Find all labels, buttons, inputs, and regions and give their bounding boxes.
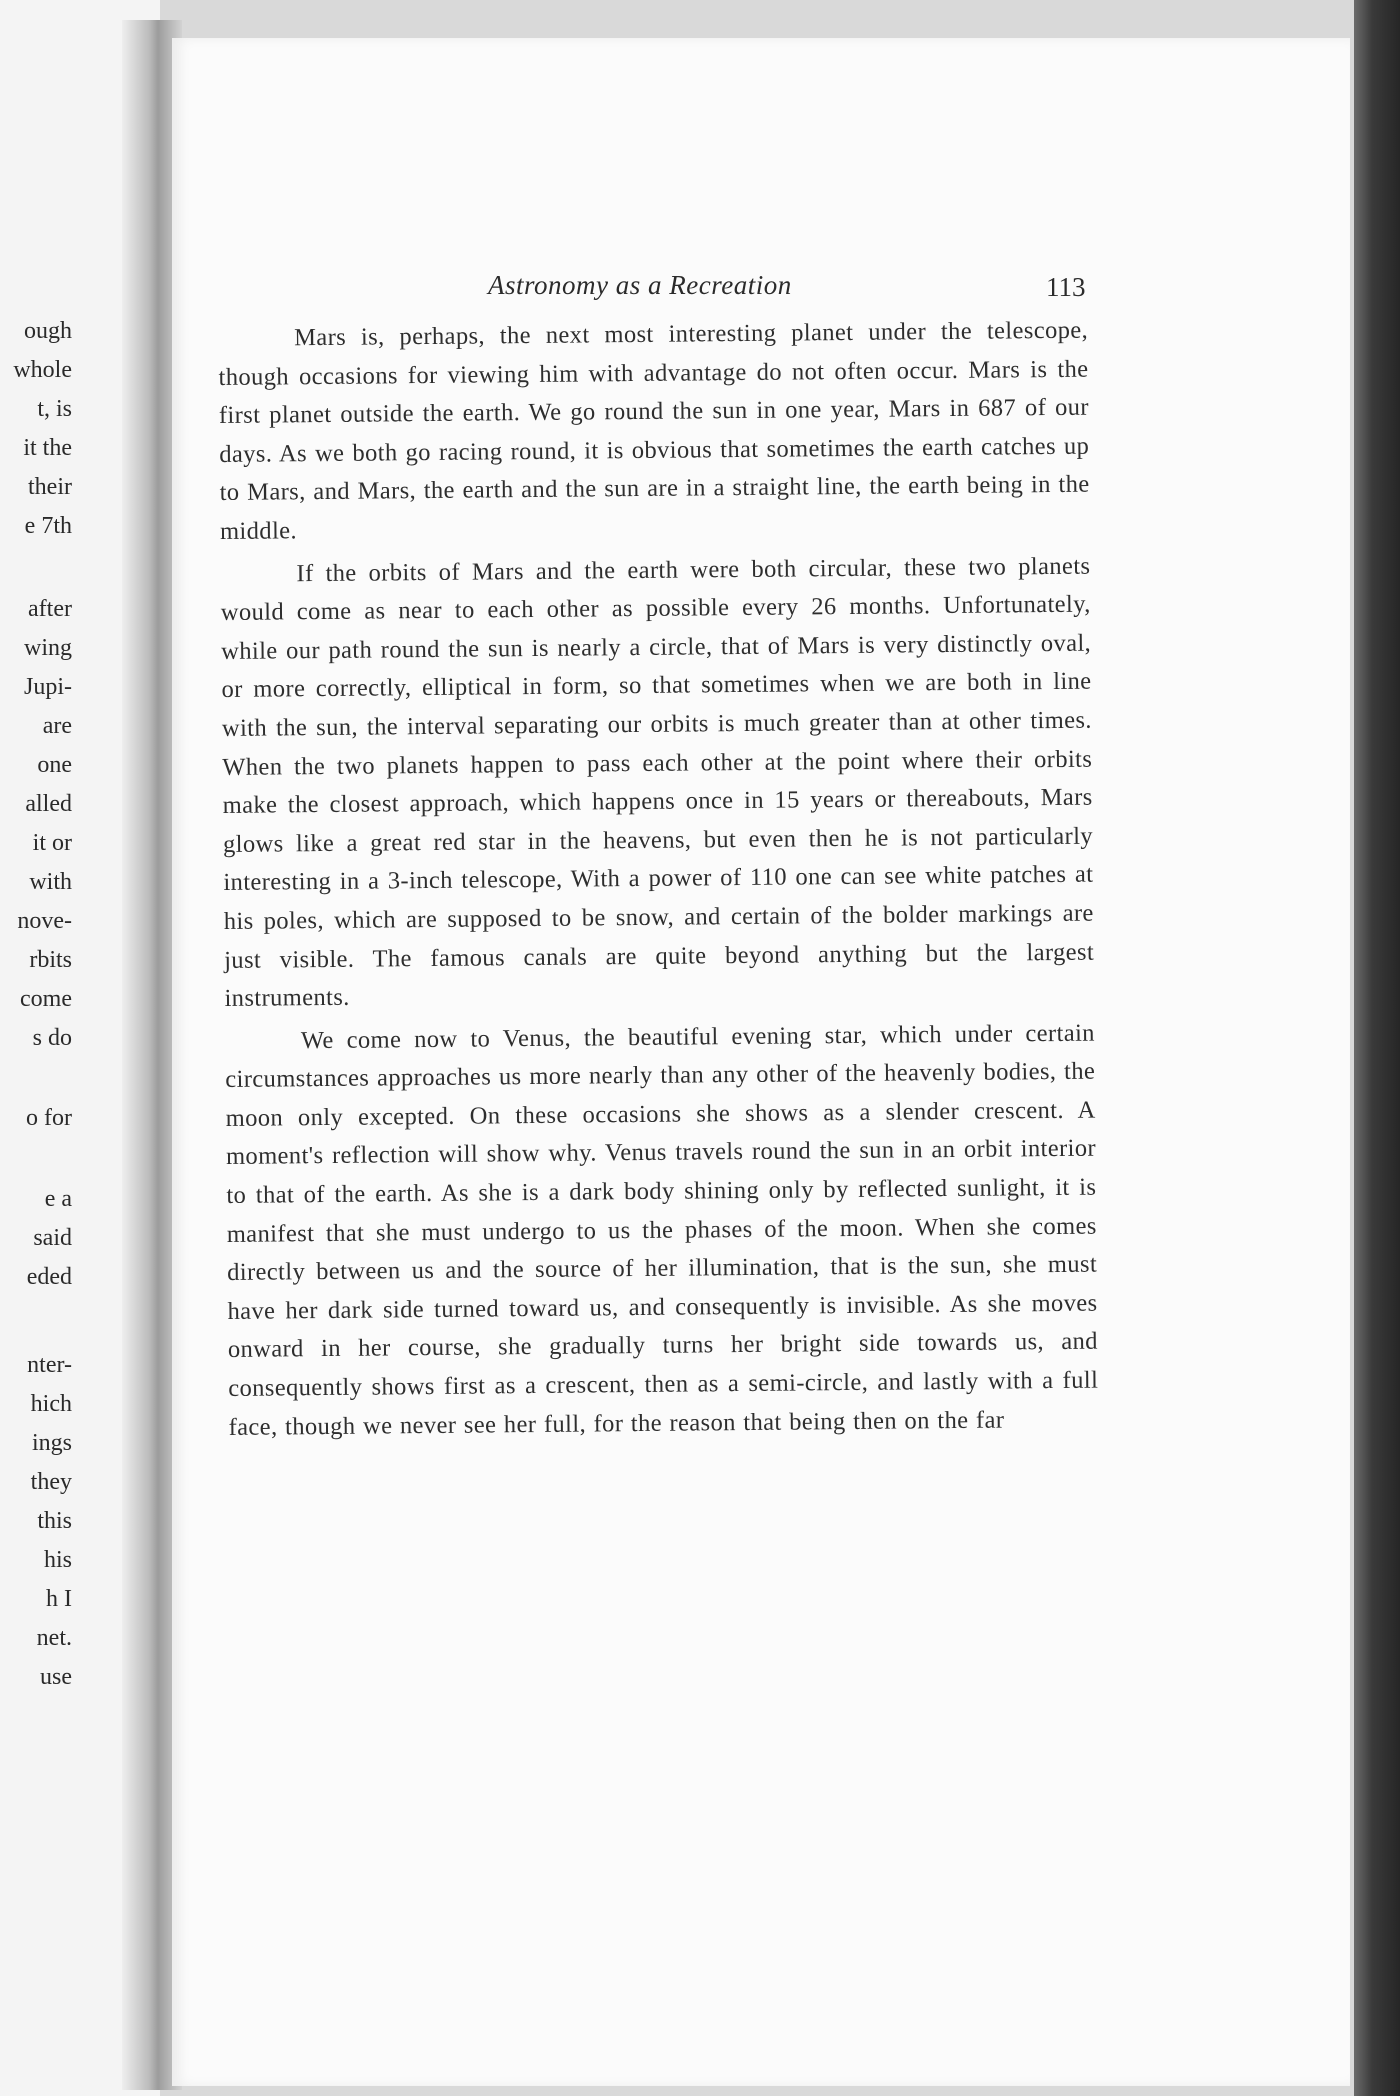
facing-page-fragment: with [29,869,72,895]
facing-page-fragment: said [33,1225,72,1251]
paragraph-venus: We come now to Venus, the beautiful evening star, which under certain circumstances approaches us more nearly than any other of the heavenly bodies, the moon only excepted. On these occasions she shows as a slender crescent. A moment's reflection will show why. Venus travels round the sun in an orbit interior to that of the earth. As she is a dark body shining only by reflected sunlight, it is manifest that she must undergo to us the phases of the moon. When she comes directly between us and the source of her illumination, that is the sun, she must have her dark side turned toward us, and consequently is invisible. As she moves onward in her course, she gradually turns her bright side towards us, and consequently shows first as a crescent, then as a semi-circle, and lastly with a full face, though we never see her full, for the reason that being then on the far [225,1019,1099,1441]
facing-page-fragment: ough [24,318,72,344]
running-head: Astronomy as a Recreation [488,270,792,300]
scanner-dark-edge [1354,0,1400,2096]
facing-page-fragment: after [28,596,72,622]
facing-page-fragment: eded [26,1264,72,1290]
facing-page-fragment: their [28,474,72,500]
facing-page-fragment: use [40,1664,72,1690]
facing-page-fragment: net. [36,1625,72,1651]
facing-page-fragment: wing [24,635,72,661]
facing-page-fragment: it the [23,435,72,461]
facing-page-fragment: hich [30,1391,72,1417]
facing-page-fragment: o for [26,1105,72,1131]
facing-page-fragment: are [42,713,72,739]
paragraph-mars-telescope: Mars is, perhaps, the next most interesting planet under the telescope, though occasions for viewing him with advantage do not often occur. Mars is the first planet outside the earth. We go round the sun in one year, Mars in 687 of our days. As we both go racing round, it is obvious that sometimes the earth catches up to Mars, and Mars, the earth and the sun are in a straight line, the earth being in the middle. [218,316,1090,545]
paragraph-mars-orbit: If the orbits of Mars and the earth were both circular, these two planets would come as near to each other as possible every 26 months. Unfortunately, while our path round the sun is nearly a circle, that of Mars is very distinctly oval, or more correctly, elliptical in form, so that sometimes when we are both in line with the sun, the interval separating our orbits is much greater than at other times. When the two planets happen to pass each other at the point where their orbits make the closest approach, which happens once in 15 years or thereabouts, Mars glows like a great red star in the heavens, but even then he is not particularly interesting in a 3-inch telescope, With a power of 110 one can see white patches at his poles, which are supposed to be snow, and certain of the bolder markings are just visible. The famous canals are quite beyond anything but the largest instruments. [220,552,1095,1013]
facing-page-fragment: they [30,1469,72,1495]
facing-page-fragment: his [43,1547,72,1573]
facing-page-fragment: it or [32,830,72,856]
facing-page-fragment: rbits [29,947,72,973]
facing-page-fragment: s do [32,1025,72,1051]
facing-page-fragment: one [37,752,72,778]
facing-page-fragment: nter- [27,1352,72,1378]
facing-page-fragment: alled [25,791,72,817]
facing-page-fragment: nove- [17,908,72,934]
facing-page-fragment: Jupi- [24,674,72,700]
facing-page-fragment: whole [13,357,72,383]
facing-page-fragment: this [37,1508,72,1534]
facing-page-fragment: h I [46,1586,72,1612]
facing-page-fragment: come [20,986,72,1012]
facing-page-fragment: e a [44,1186,72,1212]
page-body [218,312,1099,1452]
facing-page-fragment: t, is [37,396,72,422]
facing-page-fragment: e 7th [24,513,72,539]
facing-page-fragment: ings [31,1430,72,1456]
page-number: 113 [1046,272,1086,302]
